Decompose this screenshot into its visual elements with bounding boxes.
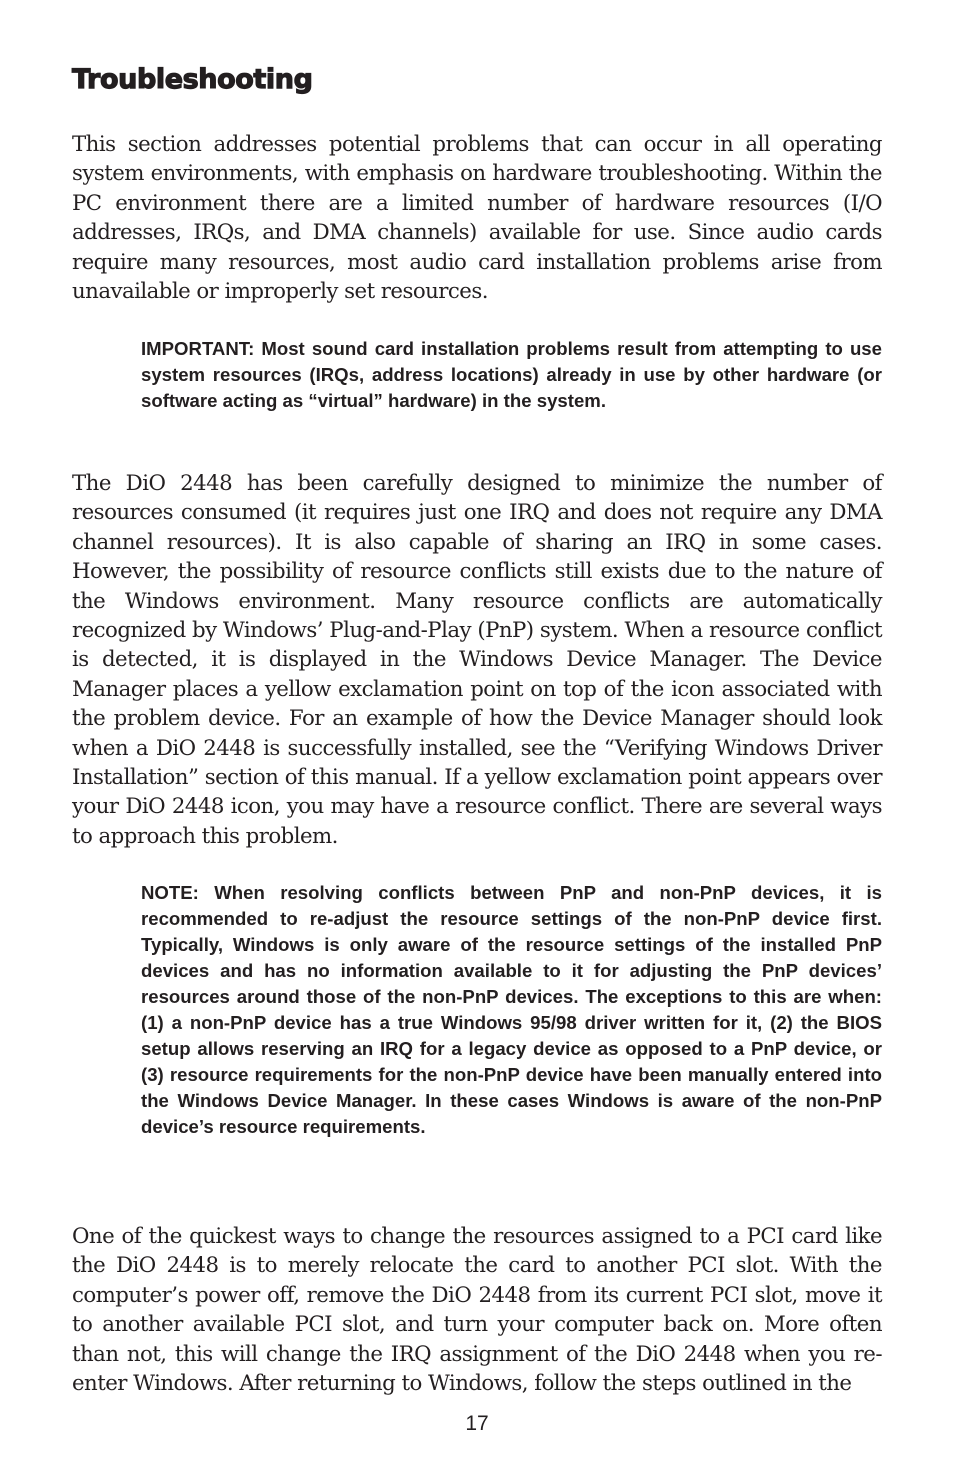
section-heading: Troubleshooting [72,64,313,95]
intro-paragraph: This section addresses potential problems that can occur in all operating system environments, with emphasis on hardware troubleshooting. Within the PC environment there are a limited number of hardware resources (I/O addresses, IRQs, and DMA channels) available for use. Since audio cards require many resources, most audio card installation problems arise from unavailable or improperly set resources. [72,132,882,305]
important-note: IMPORTANT: Most sound card installation problems result from attempting to use system resources (IRQs, address locations) already in use by other hardware (or software acting as “virtual” hardware) in the system. [141,338,882,411]
page-number: 17 [465,1412,489,1435]
pnp-note: NOTE: When resolving conflicts between PnP and non-PnP devices, it is recommended to re-adjust the resource settings of the non-PnP device first. Typically, Windows is only aware of the resource settings of the installed PnP devices and has no information available to it for adjusting the PnP devices’ resources around those of the non-PnP devices. The exceptions to this are when: (1) a non-PnP device has a true Windows 95/98 driver written for it, (2) the BIOS setup allows reserving an IRQ for a legacy device as opposed to a PnP device, or (3) resource requirements for the non-PnP device have been manually entered into the Windows Device Manager. In these cases Windows is aware of the non-PnP device’s resource requirements. [141,882,882,1137]
resource-conflict-paragraph: The DiO 2448 has been carefully designed to minimize the number of resources consumed (it requires just one IRQ and does not require any DMA channel resources). It is also capable of sharing an IRQ in some cases. However, the possibility of resource conflicts still exists due to the nature of the Windows environment. Many resource conflicts are automatically recognized by Windows’ Plug-and-Play (PnP) system. When a resource conflict is detected, it is displayed in the Windows Device Manager. The Device Manager places a yellow exclamation point on top of the icon associated with the problem device. For an example of how the Device Manager should look when a DiO 2448 is successfully installed, see the “Verifying Windows Driver Installation” section of this manual. If a yellow exclamation point appears over your DiO 2448 icon, you may have a resource conflict. There are several ways to approach this problem. [72,471,882,849]
pci-slot-paragraph: One of the quickest ways to change the resources assigned to a PCI card like the DiO 2448 is to merely relocate the card to another PCI slot. With the computer’s power off, remove the DiO 2448 from its current PCI slot, move it to another available PCI slot, and turn your computer back on. More often than not, this will change the IRQ assignment of the DiO 2448 when you re-enter Windows. After returning to Windows, follow the steps outlined in the [72,1224,882,1397]
